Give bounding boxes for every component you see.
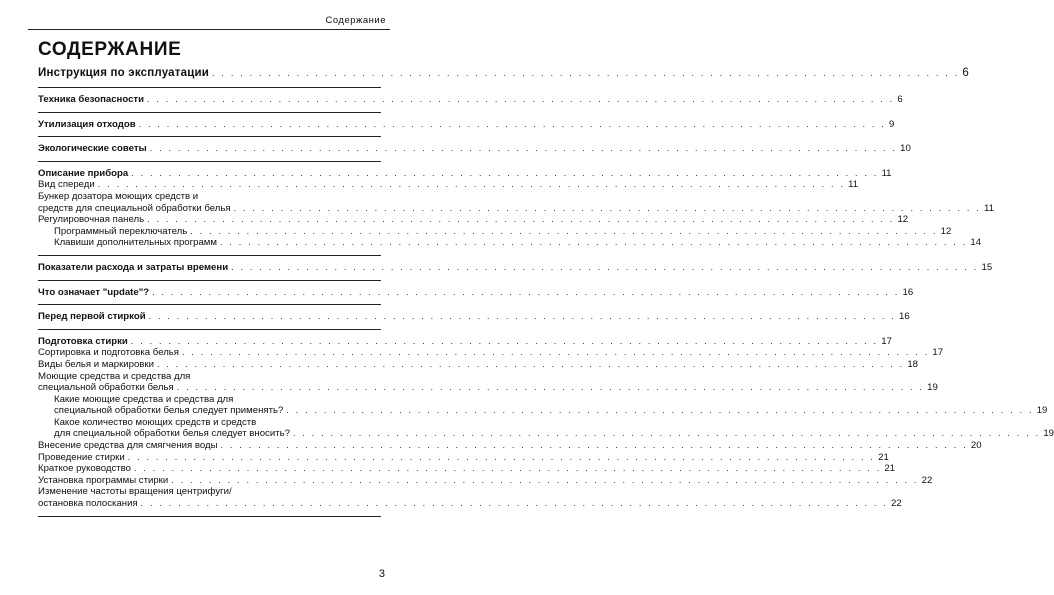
toc-entry-label: для специальной обработки белья следует вносить? xyxy=(54,428,290,440)
dot-leader: . . . . . . . . . . . . . . . . . . . . . . . . . . . . . . . . . . . . . . . . . . . . . . . . . . . . . . . . . . . . . . . . . . . . . . . . . . . . . . . . xyxy=(127,451,876,462)
toc-section-ecology xyxy=(38,140,911,162)
dot-leader: . . . . . . . . . . . . . . . . . . . . . . . . . . . . . . . . . . . . . . . . . . . . . . . . . . . . . . . . . . . . . . . . . . . . . . . . . . . . . . . . xyxy=(171,474,919,485)
toc-entry[interactable] xyxy=(38,382,938,394)
toc-entry-label: Что означает "update"? xyxy=(38,286,150,298)
toc-entry-label: Программный переключатель xyxy=(54,225,188,237)
toc-entry-label: Техника безопасности xyxy=(38,94,144,105)
dot-leader: . . . . . . . . . . . . . . . . . . . . . . . . . . . . . . . . . . . . . . . . . . . . . . . . . . . . . . . . . . . . . . . . . . . . . . . . . . . . . . . . xyxy=(212,68,960,78)
dot-leader: . . . . . . . . . . . . . . . . . . . . . . . . . . . . . . . . . . . . . . . . . . . . . . . . . . . . . . . . . . . . . . . . . . . . . . . . . . . . . . . . xyxy=(97,179,846,190)
toc-entry-page: 22 xyxy=(891,498,902,510)
toc-entry-label: Регулировочная панель xyxy=(38,214,145,226)
toc-entry[interactable] xyxy=(38,405,1048,417)
dot-leader: . . . . . . . . . . . . . . . . . . . . . . . . . . . . . . . . . . . . . . . . . . . . . . . . . . . . . . . . . . . . . . . . . . . . . . . . . . . . . . . . xyxy=(176,382,925,393)
toc-entry[interactable] xyxy=(38,225,952,238)
toc-entry-page: 6 xyxy=(897,94,903,105)
dot-leader: . . . . . . . . . . . . . . . . . . . . . . . . . . . . . . . . . . . . . . . . . . . . . . . . . . . . . . . . . . . . . . . . . . . . . . . . . . . . . . . . xyxy=(138,118,886,129)
toc-entry-label: средств для специальной обработки белья xyxy=(38,202,231,214)
toc-entry-page: 11 xyxy=(848,179,859,191)
toc-section-consumption xyxy=(38,259,993,281)
toc-entry[interactable] xyxy=(38,474,933,487)
toc-entry[interactable] xyxy=(38,451,889,464)
toc-entry-page: 19 xyxy=(927,382,938,394)
dot-leader: . . . . . . . . . . . . . . . . . . . . . . . . . . . . . . . . . . . . . . . . . . . . . . . . . . . . . . . . . . . . . . . . . . . . . . . . . . . . . . . . xyxy=(220,237,968,248)
toc-entry[interactable] xyxy=(38,66,969,81)
toc-section-update xyxy=(38,284,914,306)
toc-entry-page: 12 xyxy=(940,225,952,237)
toc-entry-label-line: Бункер дозатора моющих средств и xyxy=(38,190,199,202)
toc-entry-page: 17 xyxy=(881,335,892,347)
page-title: СОДЕРЖАНИЕ xyxy=(38,39,182,60)
dot-leader: . . . . . . . . . . . . . . . . . . . . . . . . . . . . . . . . . . . . . . . . . . . . . . . . . . . . . . . . . . . . . . . . . . . . . . . . . . . . . . . . xyxy=(190,225,938,236)
toc-entry[interactable] xyxy=(38,261,993,274)
toc-entry-page: 22 xyxy=(921,474,933,486)
toc-section-instructions xyxy=(38,66,969,88)
toc-entry-label: специальной обработки белья следует применять? xyxy=(54,405,284,417)
toc-entry[interactable] xyxy=(38,202,994,215)
dot-leader: . . . . . . . . . . . . . . . . . . . . . . . . . . . . . . . . . . . . . . . . . . . . . . . . . . . . . . . . . . . . . . . . . . . . . . . . . . . . . . . . xyxy=(147,214,895,225)
toc-entry[interactable] xyxy=(38,347,944,359)
toc-entry-page: 16 xyxy=(898,311,910,323)
toc-entry-page: 11 xyxy=(881,167,892,179)
toc-entry-label: Виды белья и маркировки xyxy=(38,358,154,370)
dot-leader: . . . . . . . . . . . . . . . . . . . . . . . . . . . . . . . . . . . . . . . . . . . . . . . . . . . . . . . . . . . . . . . . . . . . . . . . . . . . . . . . xyxy=(231,261,979,272)
toc-entry-label: Инструкция по эксплуатации xyxy=(38,67,210,79)
toc-entry[interactable] xyxy=(38,94,903,106)
toc-entry-label-line: Какие моющие средства и средства для xyxy=(54,393,234,405)
toc-entry-page: 14 xyxy=(970,237,982,249)
toc-entry-page: 6 xyxy=(962,67,969,79)
toc-entry-page: 11 xyxy=(983,202,994,214)
dot-leader: . . . . . . . . . . . . . . . . . . . . . . . . . . . . . . . . . . . . . . . . . . . . . . . . . . . . . . . . . . . . . . . . . . . . . . . . . . . . . . . . xyxy=(140,498,889,509)
page-number: 3 xyxy=(378,568,385,580)
toc-entry[interactable] xyxy=(38,167,892,180)
toc-entry[interactable] xyxy=(38,118,895,131)
dot-leader: . . . . . . . . . . . . . . . . . . . . . . . . . . . . . . . . . . . . . . . . . . . . . . . . . . . . . . . . . . . . . . . . . . . . . . . . . . . . . . . . xyxy=(133,463,882,474)
toc-section-disposal xyxy=(38,116,895,138)
toc-entry-page: 20 xyxy=(970,440,982,452)
toc-entry-page: 18 xyxy=(907,358,919,370)
toc-entry-page: 16 xyxy=(902,286,914,298)
toc-entry-label: Установка программы стирки xyxy=(38,474,169,486)
toc-entry-label: Краткое руководство xyxy=(38,463,131,475)
toc-entry-label: Экологические советы xyxy=(38,143,147,155)
toc-entry-page: 21 xyxy=(878,451,889,463)
dot-leader: . . . . . . . . . . . . . . . . . . . . . . . . . . . . . . . . . . . . . . . . . . . . . . . . . . . . . . . . . . . . . . . . . . . . . . . . . . . . . . . . xyxy=(292,428,1041,439)
toc-entry[interactable] xyxy=(38,237,982,249)
toc-entry-label: Показатели расхода и затраты времени xyxy=(38,261,229,273)
toc-entry-page: 17 xyxy=(932,347,944,359)
dot-leader: . . . . . . . . . . . . . . . . . . . . . . . . . . . . . . . . . . . . . . . . . . . . . . . . . . . . . . . . . . . . . . . . . . . . . . . . . . . . . . . . xyxy=(233,202,981,213)
toc-entry[interactable] xyxy=(38,286,914,299)
toc-entry[interactable] xyxy=(38,498,902,510)
dot-leader: . . . . . . . . . . . . . . . . . . . . . . . . . . . . . . . . . . . . . . . . . . . . . . . . . . . . . . . . . . . . . . . . . . . . . . . . . . . . . . . . xyxy=(286,405,1034,416)
dot-leader: . . . . . . . . . . . . . . . . . . . . . . . . . . . . . . . . . . . . . . . . . . . . . . . . . . . . . . . . . . . . . . . . . . . . . . . . . . . . . . . . xyxy=(220,440,968,451)
toc-entry-page: 21 xyxy=(884,463,896,475)
toc-entry-page: 9 xyxy=(888,118,895,130)
dot-leader: . . . . . . . . . . . . . . . . . . . . . . . . . . . . . . . . . . . . . . . . . . . . . . . . . . . . . . . . . . . . . . . . . . . . . . . . . . . . . . . . xyxy=(156,358,905,369)
toc-entry-label: Сортировка и подготовка белья xyxy=(38,347,179,359)
dot-leader: . . . . . . . . . . . . . . . . . . . . . . . . . . . . . . . . . . . . . . . . . . . . . . . . . . . . . . . . . . . . . . . . . . . . . . . . . . . . . . . . xyxy=(131,167,879,178)
toc-entry-label: Проведение стирки xyxy=(38,451,125,463)
toc-entry-label: Клавиши дополнительных программ xyxy=(54,237,217,249)
toc-entry-label: Подготовка стирки xyxy=(38,335,128,347)
toc-entry[interactable] xyxy=(38,358,919,371)
toc-entry[interactable] xyxy=(38,463,896,475)
toc-entry-label: Описание прибора xyxy=(38,167,129,179)
toc-entry-label: Утилизация отходов xyxy=(38,118,136,130)
dot-leader: . . . . . . . . . . . . . . . . . . . . . . . . . . . . . . . . . . . . . . . . . . . . . . . . . . . . . . . . . . . . . . . . . . . . . . . . . . . . . . . . xyxy=(147,94,895,104)
toc-entry[interactable] xyxy=(38,214,909,226)
toc-section-device xyxy=(38,165,994,256)
toc-entry-page: 10 xyxy=(900,143,911,155)
toc-entry-label: Внесение средства для смягчения воды xyxy=(38,440,218,452)
toc-section-safety xyxy=(38,91,903,113)
toc-entry-page: 15 xyxy=(981,261,993,273)
dot-leader: . . . . . . . . . . . . . . . . . . . . . . . . . . . . . . . . . . . . . . . . . . . . . . . . . . . . . . . . . . . . . . . . . . . . . . . . . . . . . . . . xyxy=(148,311,896,322)
toc-entry-label-line: Какое количество моющих средств и средств xyxy=(54,416,257,428)
toc-entry-page: 19 xyxy=(1043,428,1054,440)
toc-entry-label: остановка полоскания xyxy=(38,498,138,510)
dot-leader: . . . . . . . . . . . . . . . . . . . . . . . . . . . . . . . . . . . . . . . . . . . . . . . . . . . . . . . . . . . . . . . . . . . . . . . . . . . . . . . . xyxy=(182,347,930,358)
dot-leader: . . . . . . . . . . . . . . . . . . . . . . . . . . . . . . . . . . . . . . . . . . . . . . . . . . . . . . . . . . . . . . . . . . . . . . . . . . . . . . . . xyxy=(152,286,900,297)
toc-entry[interactable] xyxy=(38,311,910,323)
toc-entry[interactable] xyxy=(38,428,1054,440)
toc-entry[interactable] xyxy=(38,179,859,191)
running-header: Содержание xyxy=(325,15,386,26)
toc-section-wash-prep xyxy=(38,333,1054,517)
toc-entry[interactable] xyxy=(38,440,982,452)
table-of-contents xyxy=(38,66,1054,520)
toc-entry-label: Перед первой стиркой xyxy=(38,311,146,323)
toc-entry-label-line: Моющие средства и средства для xyxy=(38,370,191,382)
toc-entry-page: 12 xyxy=(897,214,909,226)
toc-entry[interactable] xyxy=(38,335,892,348)
toc-entry-label: Вид спереди xyxy=(38,179,95,191)
toc-entry-label-line: Изменение частоты вращения центрифуги/ xyxy=(38,486,232,498)
header-divider xyxy=(28,29,390,30)
toc-section-first-wash xyxy=(38,308,910,330)
dot-leader: . . . . . . . . . . . . . . . . . . . . . . . . . . . . . . . . . . . . . . . . . . . . . . . . . . . . . . . . . . . . . . . . . . . . . . . . . . . . . . . . xyxy=(130,335,879,346)
toc-entry-page: 19 xyxy=(1036,405,1048,417)
toc-entry[interactable] xyxy=(38,143,911,155)
toc-entry-label: специальной обработки белья xyxy=(38,382,174,394)
dot-leader: . . . . . . . . . . . . . . . . . . . . . . . . . . . . . . . . . . . . . . . . . . . . . . . . . . . . . . . . . . . . . . . . . . . . . . . . . . . . . . . . xyxy=(149,143,898,154)
